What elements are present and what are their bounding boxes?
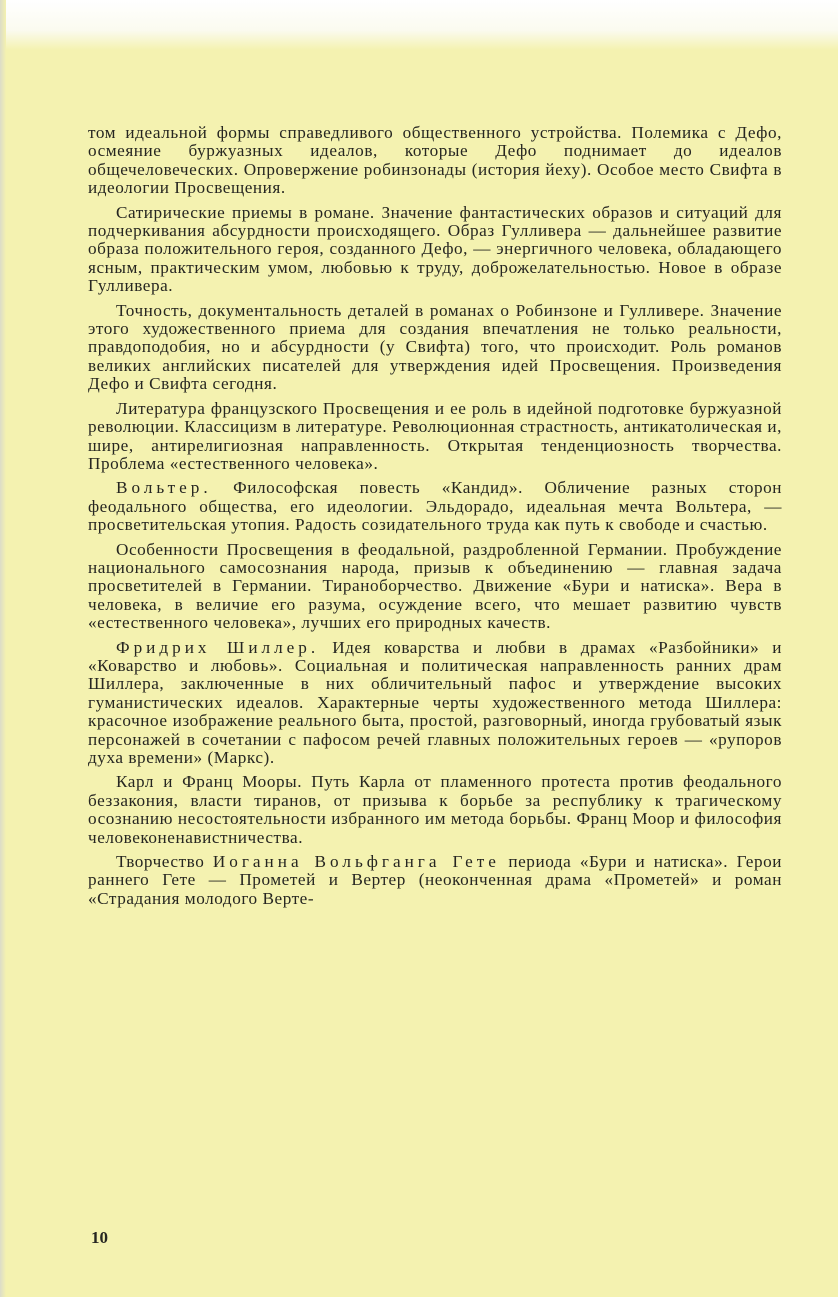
paragraph-4: [88, 400, 782, 474]
paragraph-text: Карл и Франц Мооры. Путь Карла от пламенного протеста против феодального беззакония, власти тиранов, от призыва к борьбе за республику к трагическому осознанию несостоятельности избранного им метода борьбы. Франц Моор и философия человеконенавистничества.: [88, 772, 782, 847]
paragraph-prefix: Творчество: [116, 852, 213, 872]
author-name: Иоганна Вольфганга Гете: [212, 852, 500, 872]
author-name: Фридрих Шиллер.: [116, 637, 320, 657]
paragraph-6: [88, 541, 782, 633]
page-text: [88, 124, 782, 914]
paragraph-3: [88, 302, 782, 394]
paragraph-text: Сатирические приемы в романе. Значение фантастических образов и ситуаций для подчеркивания абсурдности происходящего. Образ Гулливера — дальнейшее развитие образа положительного героя, созданного Дефо, — энергичного человека, обладающего ясным, практическим умом, любовью к труду, доброжелательностью. Новое в образе Гулливера.: [88, 202, 782, 296]
paragraph-7: [88, 639, 782, 768]
paragraph-text: Идея коварства и любви в драмах «Разбойники» и «Коварство и любовь». Социальная и политическая направленность ранних драм Шиллера, заключенные в них обличительный пафос и утверждение высоких гуманистических идеалов. Характерные черты художественного метода Шиллера: красочное изображение реального быта, простой, разговорный, иногда грубоватый язык персонажей в сочетании с пафосом речей главных положительных героев — «рупоров духа времени» (Маркс).: [88, 637, 782, 767]
paragraph-text: периода «Бури и натиска». Герои раннего Гете — Прометей и Вертер (неоконченная драма «Прометей» и роман «Страдания молодого Верте-: [88, 852, 782, 908]
page-number: 10: [91, 1228, 108, 1247]
paragraph-2: [88, 204, 782, 296]
paragraph-8: [88, 773, 782, 847]
paragraph-text: том идеальной формы справедливого общественного устройства. Полемика с Дефо, осмеяние буржуазных идеалов, которые Дефо поднимает до идеалов общечеловеческих. Опровержение робинзонады (история йеху). Особое место Свифта в идеологии Просвещения.: [88, 123, 782, 198]
paragraph-5: [88, 479, 782, 534]
paragraph-text: Точность, документальность деталей в романах о Робинзоне и Гулливере. Значение этого художественного приема для создания впечатления не только реальности, правдоподобия, но и абсурдности (у Свифта) того, что происходит. Роль романов великих английских писателей для утверждения идей Просвещения. Произведения Дефо и Свифта сегодня.: [88, 300, 782, 394]
author-name: Вольтер.: [116, 478, 212, 498]
paragraph-1: [88, 124, 782, 198]
paragraph-text: Особенности Просвещения в феодальной, раздробленной Германии. Пробуждение национального самосознания народа, призыв к объединению — главная задача просветителей в Германии. Тираноборчество. Движение «Бури и натиска». Вера в человека, в величие его разума, осуждение всего, что мешает развитию чувств «естественного человека», лучших его природных качеств.: [88, 539, 782, 633]
paragraph-9: [88, 853, 782, 908]
scan-left-edge: [0, 0, 6, 1297]
scan-top-margin: [0, 0, 838, 50]
paragraph-text: Литература французского Просвещения и ее роль в идейной подготовке буржуазной революции. Классицизм в литературе. Революционная страстность, антикатолическая и, шире, антирелигиозная направленность. Открытая тенденциозность творчества. Проблема «естественного человека».: [88, 398, 782, 473]
paragraph-text: Философская повесть «Кандид». Обличение разных сторон феодального общества, его идеологии. Эльдорадо, идеальная мечта Вольтера, — просветительская утопия. Радость созидательного труда как путь к свободе и счастью.: [88, 478, 782, 535]
